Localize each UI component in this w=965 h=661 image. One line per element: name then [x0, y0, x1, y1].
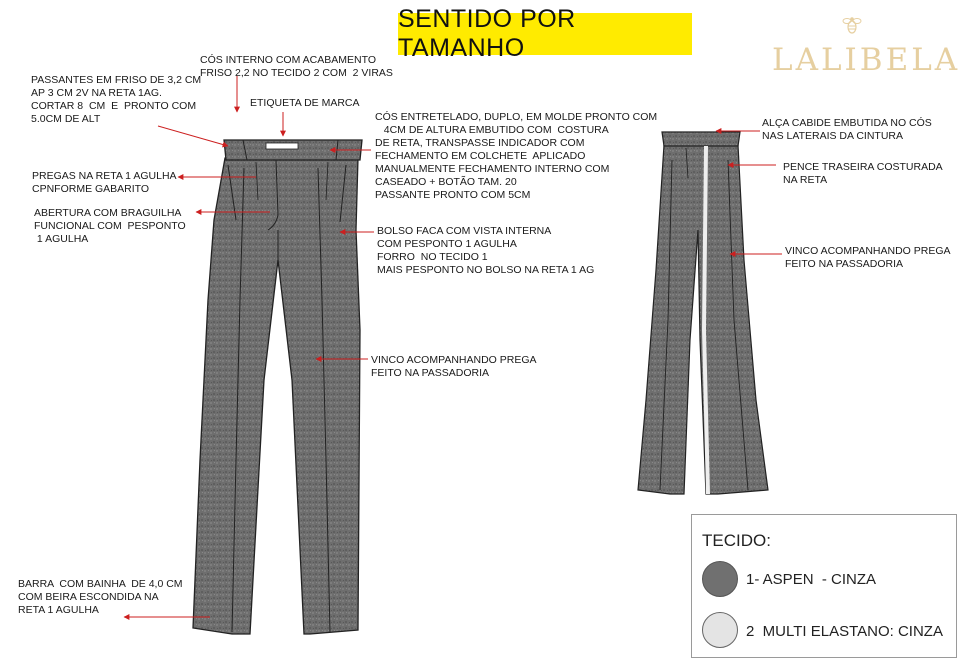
title-banner: [398, 5, 692, 62]
front-trousers: [193, 140, 362, 634]
note-cos-entretelado: CÓS ENTRETELADO, DUPLO, EM MOLDE PRONTO COM 4CM DE ALTURA EMBUTIDO COM COSTURA DE RETA, TRANSPASSE INDICADOR COM FECHAMENTO EM COLCHETE APLICADO MANUALMENTE FECHAMENTO INTERNO COM CASEADO + BOTÃO TAM. 20 PASSANTE PRONTO COM 5CM: [375, 111, 658, 201]
brand-logo: LALIBELA: [772, 42, 961, 78]
note-alca: ALÇA CABIDE EMBUTIDA NO CÓS NAS LATERAIS DA CINTURA: [762, 117, 932, 142]
fabric-legend: [691, 514, 957, 658]
note-pregas: PREGAS NA RETA 1 AGULHA CPNFORME GABARITO: [32, 170, 177, 195]
back-trousers: [638, 132, 768, 494]
note-vinco-costas: VINCO ACOMPANHANDO PREGA FEITO NA PASSADORIA: [785, 245, 951, 270]
legend-item-aspen: 1- ASPEN - CINZA: [746, 571, 877, 588]
note-abertura: ABERTURA COM BRAGUILHA FUNCIONAL COM PESPONTO 1 AGULHA: [34, 207, 186, 245]
arrow-passantes: [158, 126, 228, 146]
page-title: SENTIDO POR TAMANHO: [398, 5, 576, 62]
swatch-aspen: [702, 561, 738, 597]
front-trousers-body: [193, 158, 360, 634]
note-vinco-frente: VINCO ACOMPANHANDO PREGA FEITO NA PASSADORIA: [371, 354, 537, 379]
note-barra: BARRA COM BAINHA DE 4,0 CM COM BEIRA ESCONDIDA NA RETA 1 AGULHA: [18, 578, 183, 616]
note-bolso: BOLSO FACA COM VISTA INTERNA COM PESPONTO 1 AGULHA FORRO NO TECIDO 1 MAIS PESPONTO NO BOLSO NA RETA 1 AG: [377, 225, 595, 276]
note-pence: PENCE TRASEIRA COSTURADA NA RETA: [783, 161, 943, 186]
back-waistband: [662, 132, 740, 146]
brand-label: [266, 143, 298, 149]
note-etiqueta: ETIQUETA DE MARCA: [250, 97, 360, 109]
bee-icon: [842, 14, 862, 36]
legend-title: TECIDO:: [702, 531, 771, 550]
note-cos-interno: CÓS INTERNO COM ACABAMENTO FRISO 2,2 NO TECIDO 2 COM 2 VIRAS: [200, 54, 393, 79]
swatch-multi-elastano: [702, 612, 738, 648]
legend-item-multi-elastano: 2 MULTI ELASTANO: CINZA: [746, 623, 943, 640]
note-passantes: PASSANTES EM FRISO DE 3,2 CM AP 3 CM 2V NA RETA 1AG. CORTAR 8 CM E PRONTO COM 5.0CM DE ALT: [31, 74, 202, 125]
